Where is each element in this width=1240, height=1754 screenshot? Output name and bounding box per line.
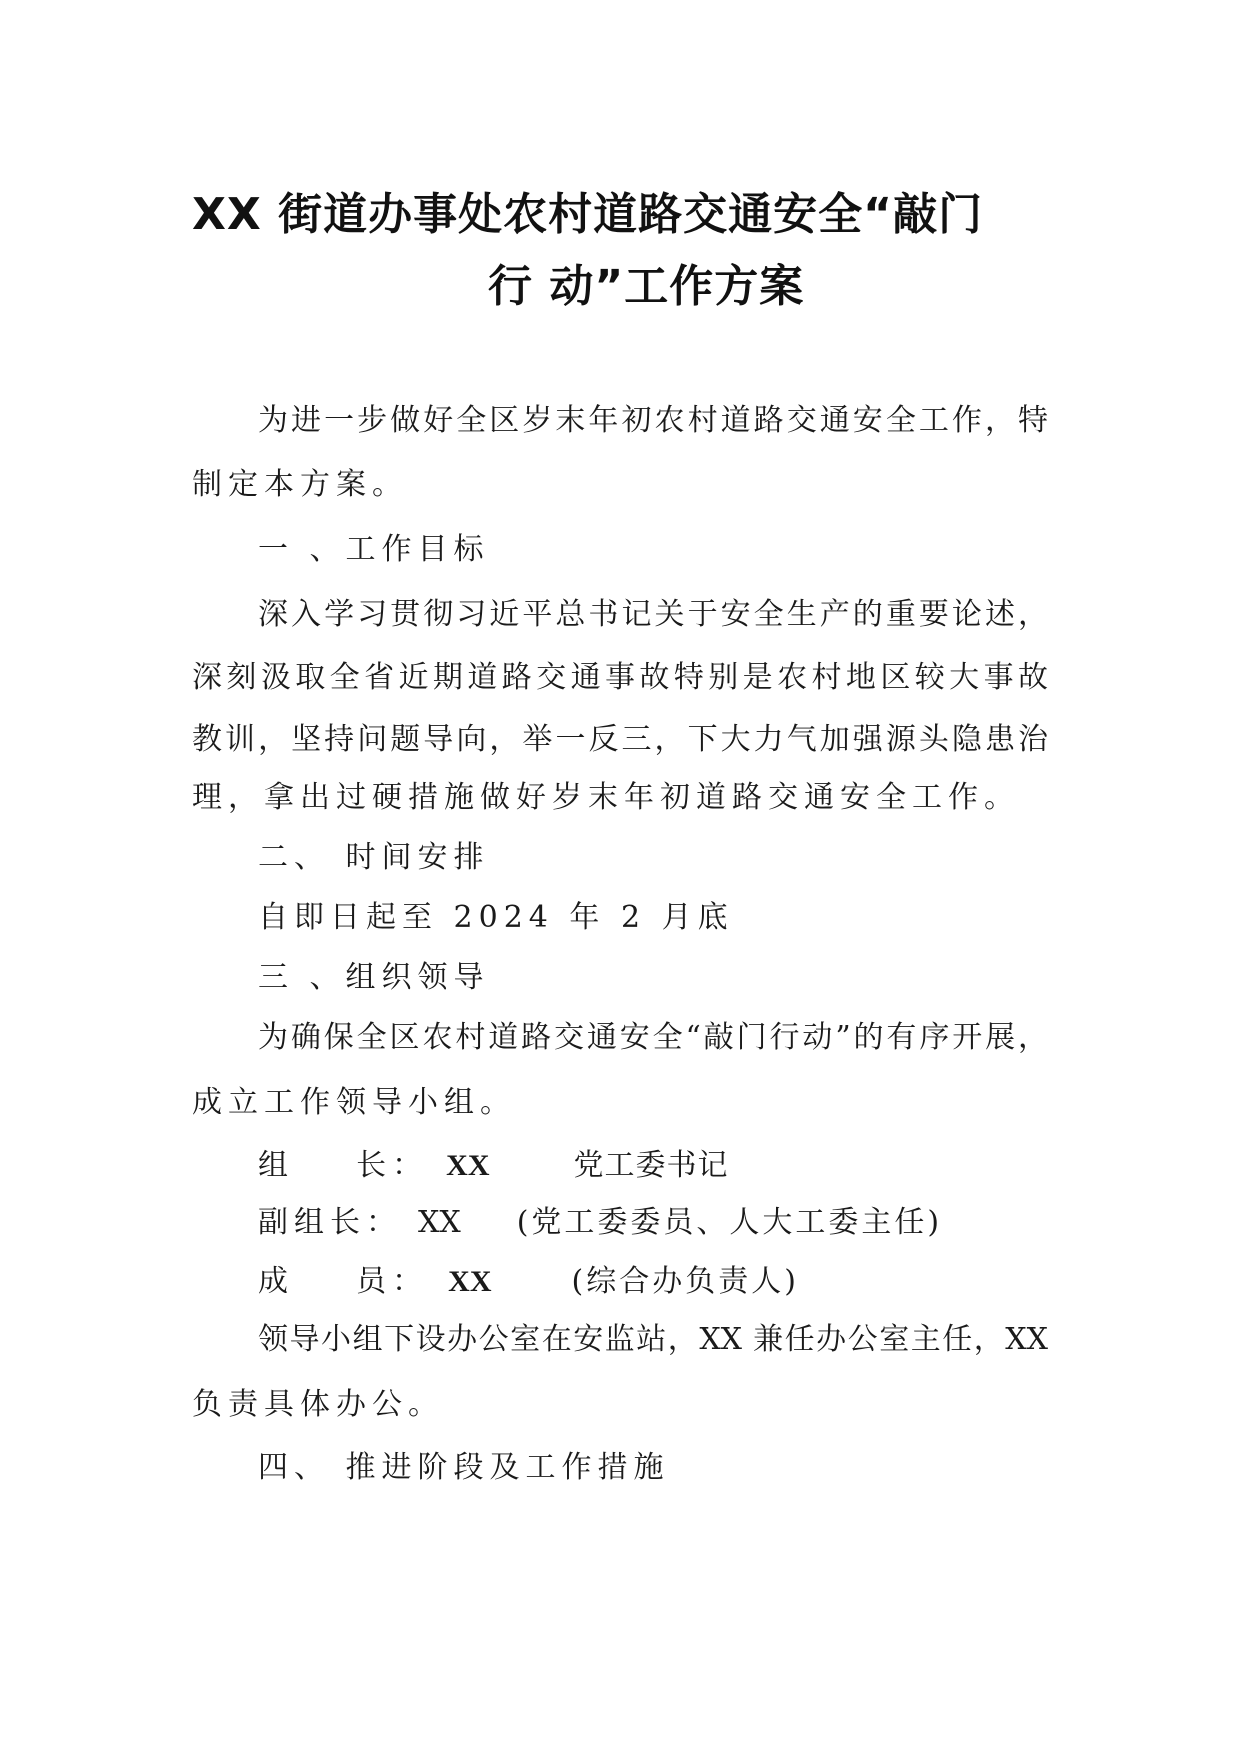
section-3-paragraph-line-1: 为确保全区农村道路交通安全“敲门行动”的有序开展， bbox=[258, 1020, 1048, 1055]
section-1-paragraph-line-4: 理，拿出过硬措施做好岁末年初道路交通安全工作。 bbox=[192, 780, 1020, 815]
section-2-heading: 二、 时间安排 bbox=[258, 840, 490, 875]
leader-row bbox=[258, 1146, 729, 1186]
intro-paragraph-line-2: 制定本方案。 bbox=[192, 467, 408, 502]
section-3-paragraph-line-2: 成立工作领导小组。 bbox=[192, 1085, 516, 1120]
document-title-line-2: 行 动”工作方案 bbox=[488, 261, 805, 312]
deputy-role: (党工委委员、人大工委主任) bbox=[516, 1205, 943, 1240]
intro-paragraph-line-1: 为进一步做好全区岁末年初农村道路交通安全工作，特 bbox=[258, 403, 1048, 438]
section-3-heading: 三 、组织领导 bbox=[258, 960, 490, 995]
deputy-label: 副组长： bbox=[258, 1205, 402, 1240]
member-role: (综合办负责人) bbox=[571, 1264, 799, 1299]
deputy-name: XX bbox=[418, 1205, 461, 1240]
section-2-paragraph: 自即日起至 2024 年 2 月底 bbox=[258, 900, 734, 935]
office-paragraph-line-2: 负责具体办公。 bbox=[192, 1387, 444, 1422]
document-title-line-1: XX 街道办事处农村道路交通安全“敲门 bbox=[192, 189, 984, 240]
member-name: XX bbox=[448, 1265, 492, 1298]
office-paragraph-line-1: 领导小组下设办公室在安监站，XX 兼任办公室主任，XX bbox=[258, 1322, 1048, 1357]
deputy-leader-row bbox=[258, 1203, 942, 1243]
leader-name: XX bbox=[446, 1149, 490, 1182]
section-1-heading: 一 、工作目标 bbox=[258, 532, 490, 567]
member-label: 成 员： bbox=[258, 1264, 429, 1299]
leader-label: 组 长： bbox=[258, 1148, 429, 1183]
section-4-heading: 四、 推进阶段及工作措施 bbox=[258, 1450, 670, 1485]
section-1-paragraph-line-1: 深入学习贯彻习近平总书记关于安全生产的重要论述， bbox=[258, 597, 1048, 632]
member-row bbox=[258, 1262, 799, 1302]
section-1-paragraph-line-2: 深刻汲取全省近期道路交通事故特别是农村地区较大事故 bbox=[192, 660, 1048, 695]
section-1-paragraph-line-3: 教训，坚持问题导向，举一反三，下大力气加强源头隐患治 bbox=[192, 722, 1048, 757]
leader-role: 党工委书记 bbox=[573, 1148, 729, 1183]
